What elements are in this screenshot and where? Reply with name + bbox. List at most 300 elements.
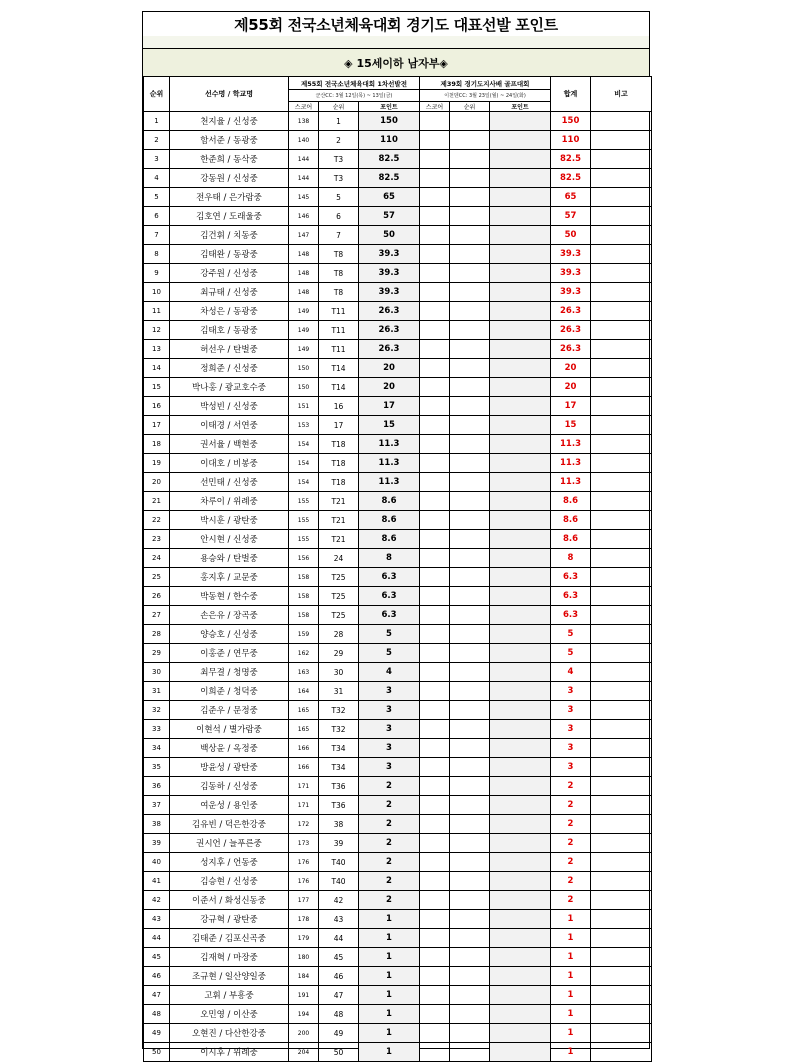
event2-score-cell [420,663,450,682]
table-body [144,112,652,1062]
table-row [144,207,652,226]
total-cell: 4 [551,663,591,682]
table-row [144,986,652,1005]
total-cell: 110 [551,131,591,150]
event2-points-cell [490,815,551,834]
event2-score-cell [420,587,450,606]
rank-cell: 24 [144,549,170,568]
rank-cell: 29 [144,644,170,663]
rank-cell: 49 [144,1024,170,1043]
event1-score-cell: 172 [289,815,319,834]
total-cell: 8.6 [551,492,591,511]
rank-cell: 39 [144,834,170,853]
rank-cell: 18 [144,435,170,454]
total-cell: 150 [551,112,591,131]
event1-position-cell: 39 [319,834,359,853]
event1-position-cell: 1 [319,112,359,131]
event2-points-cell [490,758,551,777]
table-row [144,150,652,169]
remarks-cell [591,853,652,872]
name-school-cell: 이희준 / 청덕중 [170,682,289,701]
table-row [144,492,652,511]
event2-score-cell [420,834,450,853]
event2-score-cell [420,1024,450,1043]
total-cell: 26.3 [551,302,591,321]
name-school-cell: 최규태 / 신성중 [170,283,289,302]
event1-position-cell: T40 [319,853,359,872]
event1-points-cell: 39.3 [359,283,420,302]
name-school-cell: 김유빈 / 덕은한강중 [170,815,289,834]
event2-position-cell [450,492,490,511]
rank-cell: 25 [144,568,170,587]
name-school-cell: 함서준 / 동광중 [170,131,289,150]
event1-points-cell: 4 [359,663,420,682]
event1-points-cell: 11.3 [359,435,420,454]
name-school-cell: 백상윤 / 옥정중 [170,739,289,758]
total-cell: 2 [551,815,591,834]
table-row [144,644,652,663]
event2-points-cell [490,1024,551,1043]
event2-score-cell [420,454,450,473]
table-row [144,815,652,834]
rank-cell: 36 [144,777,170,796]
event2-score-cell [420,245,450,264]
name-school-cell: 오민영 / 이산중 [170,1005,289,1024]
event1-position-cell: 5 [319,188,359,207]
event2-points-cell [490,473,551,492]
rank-cell: 32 [144,701,170,720]
rank-cell: 27 [144,606,170,625]
remarks-cell [591,701,652,720]
event2-position-cell [450,606,490,625]
table-row [144,1024,652,1043]
event1-position-cell: 42 [319,891,359,910]
total-cell: 2 [551,777,591,796]
event1-points-cell: 3 [359,758,420,777]
remarks-cell [591,568,652,587]
event2-score-cell [420,112,450,131]
event2-points-cell [490,112,551,131]
rank-cell: 47 [144,986,170,1005]
event2-position-cell [450,245,490,264]
event1-points-cell: 6.3 [359,568,420,587]
table-row [144,967,652,986]
table-row [144,1043,652,1062]
name-school-cell: 양승호 / 신성중 [170,625,289,644]
total-cell: 2 [551,834,591,853]
event2-position-cell [450,473,490,492]
table-row [144,302,652,321]
rank-cell: 38 [144,815,170,834]
event2-position-cell [450,321,490,340]
event1-points-cell: 110 [359,131,420,150]
remarks-cell [591,796,652,815]
event2-score-cell [420,1005,450,1024]
event1-position-cell: T21 [319,530,359,549]
event2-score-cell [420,416,450,435]
table-row [144,739,652,758]
table-row [144,568,652,587]
event1-score-cell: 204 [289,1043,319,1062]
event1-points-cell: 6.3 [359,587,420,606]
remarks-cell [591,511,652,530]
table-row [144,169,652,188]
table-row [144,701,652,720]
event1-position-cell: T32 [319,701,359,720]
event1-points-cell: 8.6 [359,511,420,530]
remarks-cell [591,359,652,378]
event2-position-cell [450,283,490,302]
event2-points-cell [490,150,551,169]
event1-score-cell: 140 [289,131,319,150]
event1-score-cell: 176 [289,853,319,872]
ranking-table [143,76,652,1062]
header-event2-title: 제39회 경기도지사배 골프대회 [420,77,551,90]
remarks-cell [591,1043,652,1062]
total-cell: 2 [551,891,591,910]
event1-position-cell: T18 [319,473,359,492]
event1-position-cell: 16 [319,397,359,416]
total-cell: 39.3 [551,264,591,283]
event2-points-cell [490,701,551,720]
event2-score-cell [420,302,450,321]
event2-score-cell [420,264,450,283]
event2-position-cell [450,967,490,986]
table-row [144,283,652,302]
rank-cell: 43 [144,910,170,929]
remarks-cell [591,739,652,758]
header-event2-score: 스코어 [420,102,450,112]
event2-points-cell [490,169,551,188]
total-cell: 26.3 [551,321,591,340]
rank-cell: 16 [144,397,170,416]
event1-position-cell: T32 [319,720,359,739]
table-row [144,245,652,264]
event1-position-cell: T8 [319,283,359,302]
event1-score-cell: 155 [289,492,319,511]
remarks-cell [591,1024,652,1043]
event2-position-cell [450,986,490,1005]
name-school-cell: 이현석 / 별가람중 [170,720,289,739]
total-cell: 39.3 [551,245,591,264]
event1-score-cell: 179 [289,929,319,948]
event1-points-cell: 65 [359,188,420,207]
name-school-cell: 김태완 / 동광중 [170,245,289,264]
event1-position-cell: 43 [319,910,359,929]
event2-points-cell [490,207,551,226]
remarks-cell [591,283,652,302]
event2-points-cell [490,397,551,416]
name-school-cell: 김재혁 / 마장중 [170,948,289,967]
name-school-cell: 고휘 / 부흥중 [170,986,289,1005]
remarks-cell [591,967,652,986]
event2-position-cell [450,454,490,473]
event2-points-cell [490,986,551,1005]
event1-points-cell: 39.3 [359,245,420,264]
header-event1-position: 순위 [319,102,359,112]
event2-points-cell [490,511,551,530]
event2-position-cell [450,644,490,663]
event2-score-cell [420,397,450,416]
event1-points-cell: 1 [359,948,420,967]
event1-score-cell: 166 [289,739,319,758]
event2-score-cell [420,758,450,777]
name-school-cell: 선민태 / 신성중 [170,473,289,492]
event2-points-cell [490,454,551,473]
remarks-cell [591,929,652,948]
remarks-cell [591,264,652,283]
remarks-cell [591,891,652,910]
points-sheet [142,11,650,1058]
total-cell: 3 [551,720,591,739]
event1-position-cell: 46 [319,967,359,986]
event2-position-cell [450,910,490,929]
remarks-cell [591,226,652,245]
event1-score-cell: 145 [289,188,319,207]
event1-score-cell: 138 [289,112,319,131]
rank-cell: 34 [144,739,170,758]
remarks-cell [591,397,652,416]
event2-position-cell [450,834,490,853]
rank-cell: 6 [144,207,170,226]
event1-position-cell: 28 [319,625,359,644]
table-row [144,511,652,530]
table-row [144,910,652,929]
name-school-cell: 안시현 / 신성중 [170,530,289,549]
event2-score-cell [420,207,450,226]
event1-points-cell: 1 [359,967,420,986]
table-row [144,359,652,378]
event2-position-cell [450,131,490,150]
event1-score-cell: 191 [289,986,319,1005]
remarks-cell [591,682,652,701]
total-cell: 1 [551,1005,591,1024]
event2-position-cell [450,1024,490,1043]
event2-position-cell [450,302,490,321]
table-row [144,226,652,245]
event2-score-cell [420,644,450,663]
table-row [144,454,652,473]
table-row [144,473,652,492]
remarks-cell [591,131,652,150]
event2-score-cell [420,359,450,378]
event1-position-cell: T11 [319,321,359,340]
rank-cell: 13 [144,340,170,359]
event1-points-cell: 26.3 [359,340,420,359]
event1-position-cell: T34 [319,758,359,777]
event2-points-cell [490,302,551,321]
rank-cell: 42 [144,891,170,910]
total-cell: 1 [551,929,591,948]
event1-points-cell: 20 [359,378,420,397]
remarks-cell [591,815,652,834]
name-school-cell: 정희준 / 신성중 [170,359,289,378]
name-school-cell: 허선우 / 탄벌중 [170,340,289,359]
event2-points-cell [490,378,551,397]
event2-score-cell [420,321,450,340]
rank-cell: 7 [144,226,170,245]
event2-points-cell [490,131,551,150]
event1-points-cell: 2 [359,891,420,910]
total-cell: 6.3 [551,606,591,625]
event1-score-cell: 165 [289,701,319,720]
header-event2-position: 순위 [450,102,490,112]
remarks-cell [591,663,652,682]
table-row [144,549,652,568]
event1-points-cell: 20 [359,359,420,378]
event2-score-cell [420,169,450,188]
event1-score-cell: 150 [289,359,319,378]
name-school-cell: 차성은 / 동광중 [170,302,289,321]
remarks-cell [591,720,652,739]
rank-cell: 30 [144,663,170,682]
event2-position-cell [450,511,490,530]
remarks-cell [591,492,652,511]
event1-score-cell: 178 [289,910,319,929]
remarks-cell [591,948,652,967]
table-row [144,1005,652,1024]
event2-points-cell [490,435,551,454]
rank-cell: 37 [144,796,170,815]
event2-score-cell [420,568,450,587]
rank-cell: 2 [144,131,170,150]
total-cell: 6.3 [551,568,591,587]
event2-points-cell [490,359,551,378]
name-school-cell: 강주원 / 신성중 [170,264,289,283]
event1-score-cell: 153 [289,416,319,435]
total-cell: 1 [551,948,591,967]
event2-score-cell [420,625,450,644]
name-school-cell: 권서율 / 백현중 [170,435,289,454]
event2-position-cell [450,758,490,777]
event1-position-cell: 2 [319,131,359,150]
event1-score-cell: 159 [289,625,319,644]
rank-cell: 46 [144,967,170,986]
total-cell: 11.3 [551,473,591,492]
event2-score-cell [420,891,450,910]
event1-points-cell: 11.3 [359,454,420,473]
event2-position-cell [450,929,490,948]
event1-score-cell: 176 [289,872,319,891]
event1-score-cell: 155 [289,511,319,530]
event1-position-cell: T3 [319,169,359,188]
event2-position-cell [450,739,490,758]
event1-score-cell: 154 [289,473,319,492]
event2-points-cell [490,777,551,796]
total-cell: 17 [551,397,591,416]
table-row [144,264,652,283]
event2-score-cell [420,910,450,929]
event2-position-cell [450,359,490,378]
event1-score-cell: 147 [289,226,319,245]
name-school-cell: 용승와 / 탄벌중 [170,549,289,568]
event1-points-cell: 8.6 [359,530,420,549]
table-row [144,948,652,967]
event1-position-cell: 38 [319,815,359,834]
remarks-cell [591,378,652,397]
event1-points-cell: 5 [359,625,420,644]
name-school-cell: 전우태 / 은가람중 [170,188,289,207]
title-spacer [143,36,649,49]
event1-points-cell: 6.3 [359,606,420,625]
remarks-cell [591,910,652,929]
name-school-cell: 조규현 / 일산양일중 [170,967,289,986]
event2-points-cell [490,948,551,967]
event1-points-cell: 82.5 [359,169,420,188]
name-school-cell: 방윤성 / 광탄중 [170,758,289,777]
remarks-cell [591,606,652,625]
remarks-cell [591,416,652,435]
name-school-cell: 천지율 / 신성중 [170,112,289,131]
remarks-cell [591,245,652,264]
event1-points-cell: 1 [359,1005,420,1024]
event1-score-cell: 155 [289,530,319,549]
event2-position-cell [450,150,490,169]
header-event1-points: 포인트 [359,102,420,112]
event1-score-cell: 148 [289,264,319,283]
event2-points-cell [490,891,551,910]
event1-points-cell: 2 [359,815,420,834]
name-school-cell: 김건휘 / 치동중 [170,226,289,245]
table-row [144,625,652,644]
event2-score-cell [420,948,450,967]
event2-score-cell [420,549,450,568]
event1-points-cell: 17 [359,397,420,416]
name-school-cell: 차루이 / 위례중 [170,492,289,511]
event2-points-cell [490,739,551,758]
event2-position-cell [450,720,490,739]
header-event2-points: 포인트 [490,102,551,112]
remarks-cell [591,207,652,226]
event1-position-cell: T18 [319,435,359,454]
remarks-cell [591,758,652,777]
event2-score-cell [420,815,450,834]
name-school-cell: 김호연 / 도래울중 [170,207,289,226]
event1-points-cell: 26.3 [359,302,420,321]
total-cell: 6.3 [551,587,591,606]
event2-position-cell [450,891,490,910]
header-event1-title: 제55회 전국소년체육대회 1차선발전 [289,77,420,90]
remarks-cell [591,587,652,606]
event1-position-cell: 47 [319,986,359,1005]
name-school-cell: 김태호 / 동광중 [170,321,289,340]
remarks-cell [591,169,652,188]
event2-points-cell [490,872,551,891]
total-cell: 20 [551,359,591,378]
table-row [144,606,652,625]
event2-position-cell [450,948,490,967]
rank-cell: 12 [144,321,170,340]
total-cell: 50 [551,226,591,245]
rank-cell: 41 [144,872,170,891]
event1-score-cell: 149 [289,321,319,340]
event2-points-cell [490,321,551,340]
rank-cell: 33 [144,720,170,739]
event2-points-cell [490,644,551,663]
rank-cell: 31 [144,682,170,701]
total-cell: 3 [551,701,591,720]
header-event1-subtitle: 군산CC: 3월 12일(목) ~ 13일(금) [289,90,420,102]
event2-score-cell [420,986,450,1005]
event2-score-cell [420,283,450,302]
total-cell: 3 [551,682,591,701]
event2-points-cell [490,530,551,549]
event2-points-cell [490,796,551,815]
event1-score-cell: 148 [289,283,319,302]
name-school-cell: 이태경 / 서연중 [170,416,289,435]
event2-position-cell [450,188,490,207]
event1-position-cell: T14 [319,378,359,397]
